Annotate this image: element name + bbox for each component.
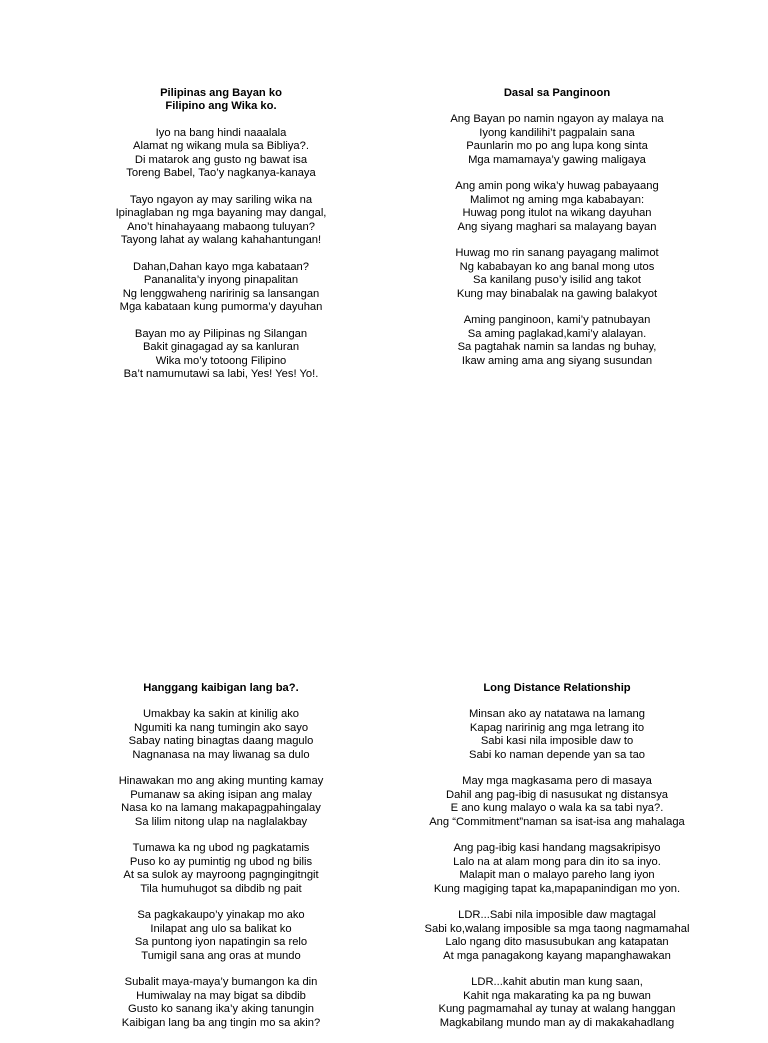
poem-line: Pumanaw sa aking isipan ang malay [130, 788, 312, 801]
poem-line: Aming panginoon, kami’y patnubayan [463, 314, 651, 327]
poem-line: Dahil ang pag-ibig di nasusukat ng distansya [445, 788, 669, 801]
poem-line: Iyo na bang hindi naaalala [155, 126, 287, 139]
poem-line: Di matarok ang gusto ng bawat isa [134, 153, 308, 166]
poem-line: Ipinaglaban ng mga bayaning may dangal, [115, 207, 327, 220]
poem-line: Bakit ginagagad ay sa kanluran [142, 341, 300, 354]
poem-line: Dahan,Dahan kayo mga kabataan? [132, 260, 310, 273]
poem-line: Kung magiging tapat ka,mapapanindigan mo yon. [433, 882, 681, 895]
poem-line: E ano kung malayo o wala ka sa tabi nya?. [450, 802, 664, 815]
poem-line: Sa lilim nitong ulap na naglalakbay [134, 815, 308, 828]
poem-line: Kapag naririnig ang mga letrang ito [469, 721, 645, 734]
poem-pilipinas-ang-bayan-ko [56, 87, 386, 395]
poem-line: Toreng Babel, Tao’y nagkanya-kanaya [126, 167, 316, 180]
poem-line: Ang “Commitment”naman sa isat-isa ang mahalaga [429, 815, 685, 828]
poem-line: Kung may binabalak na gawing balakyot [456, 287, 658, 300]
poem-line: Ang amin pong wika’y huwag pabayaang [455, 180, 659, 193]
poem-line: Kung pagmamahal ay tunay at walang hanggan [438, 1003, 676, 1016]
poem-line: Sa aming paglakad,kami’y alalayan. [467, 327, 647, 340]
poem-line: Mga mamamaya’y gawing maligaya [468, 153, 646, 166]
poem-line: At mga panagakong kayang mapanghawakan [443, 949, 671, 962]
poem-line: Tila humuhugot sa dibdib ng pait [140, 882, 302, 895]
poem-line: Sabi ko,walang imposible sa mga taong nagmamahal [424, 922, 690, 935]
poem-line: Huwag pong itulot na wikang dayuhan [462, 207, 652, 220]
poem-title-line: Long Distance Relationship [483, 682, 631, 694]
stanza [56, 127, 386, 181]
poem-title [56, 87, 386, 114]
poem-title-line: Dasal sa Panginoon [503, 87, 611, 99]
poem-line: Lalo na at alam mong para din ito sa inyo. [453, 855, 661, 868]
poem-line: Inilapat ang ulo sa balikat ko [150, 922, 292, 935]
poem-line: Humiwalay na may bigat sa dibdib [136, 989, 306, 1002]
poem-line: Malapit man o malayo pareho lang iyon [459, 869, 655, 882]
stanza [392, 909, 722, 963]
poem-long-distance-relationship [392, 682, 722, 1043]
poem-line: Ng lenggwaheng naririnig sa lansangan [122, 287, 320, 300]
poem-line: Subalit maya-maya’y bumangon ka din [124, 976, 318, 989]
poem-line: Puso ko ay pumintig ng ubod ng bilis [129, 855, 313, 868]
poem-line: Ngumiti ka nang tumingin ako sayo [133, 721, 309, 734]
stanza [56, 775, 386, 829]
poem-title-line: Hanggang kaibigan lang ba?. [143, 682, 299, 694]
poem-line: Tumawa ka ng ubod ng pagkatamis [132, 842, 310, 855]
poem-line: Tayo ngayon ay may sariling wika na [129, 193, 313, 206]
poem-dasal-sa-panginoon [392, 87, 722, 381]
poem-line: Ng kababayan ko ang banal mong utos [459, 260, 655, 273]
poem-line: Ang pag-ibig kasi handang magsakripisyo [453, 842, 661, 855]
poem-line: Sabi kasi nila imposible daw to [480, 735, 634, 748]
poem-line: Mga kabataan kung pumorma’y dayuhan [119, 301, 323, 314]
stanza [392, 113, 722, 167]
poem-line: Paunlarin mo po ang lupa kong sinta [466, 140, 648, 153]
poem-line: Bayan mo ay Pilipinas ng Silangan [134, 327, 308, 340]
stanza [56, 261, 386, 315]
poem-line: Sa pagtahak namin sa landas ng buhay, [457, 341, 657, 354]
stanza [392, 708, 722, 762]
stanza [392, 775, 722, 829]
poem-line: Wika mo’y totoong Filipino [155, 354, 287, 367]
stanza [392, 842, 722, 896]
poem-line: Ano’t hinahayaang mabaong tuluyan? [127, 220, 315, 233]
poem-line: Tayong lahat ay walang kahahantungan! [120, 234, 322, 247]
stanza [392, 976, 722, 1030]
poem-line: Ang Bayan po namin ngayon ay malaya na [450, 113, 664, 126]
poem-line: LDR...kahit abutin man kung saan, [471, 976, 643, 989]
poem-line: Sa kanilang puso’y isilid ang takot [473, 274, 641, 287]
poem-line: Sa puntong iyon napatingin sa relo [134, 936, 308, 949]
poem-line: Sa pagkakaupo’y yinakap mo ako [137, 909, 305, 922]
poem-line: Gusto ko sanang ika’y aking tanungin [128, 1003, 314, 1016]
poem-line: Umakbay ka sakin at kinilig ako [142, 708, 300, 721]
poem-line: May mga magkasama pero di masaya [462, 775, 652, 788]
poem-title [392, 87, 722, 100]
stanza [56, 194, 386, 248]
stanza [56, 708, 386, 762]
poem-title-line: Pilipinas ang Bayan ko [160, 87, 282, 99]
poem-line: Sabi ko naman depende yan sa tao [468, 748, 646, 761]
poem-title [56, 682, 386, 695]
poem-line: Tumigil sana ang oras at mundo [141, 949, 301, 962]
poem-line: Huwag mo rin sanang payagang malimot [455, 247, 659, 260]
poem-line: Minsan ako ay natatawa na lamang [468, 708, 645, 721]
poem-line: Ang siyang maghari sa malayang bayan [457, 220, 657, 233]
poem-line: Kaibigan lang ba ang tingin mo sa akin? [121, 1016, 321, 1029]
poem-line: Iyong kandilihi’t pagpalain sana [479, 126, 635, 139]
stanza [392, 180, 722, 234]
stanza [56, 976, 386, 1030]
stanza [56, 909, 386, 963]
poem-line: Hinawakan mo ang aking munting kamay [118, 775, 324, 788]
stanza [392, 314, 722, 368]
poem-line: Nagnanasa na may liwanag sa dulo [132, 748, 310, 761]
poem-line: Magkabilang mundo man ay di makakahadlang [439, 1016, 675, 1029]
stanza [56, 328, 386, 382]
poem-line: Ikaw aming ama ang siyang susundan [461, 354, 653, 367]
poem-line: Alamat ng wikang mula sa Bibliya?. [133, 140, 309, 153]
poem-line: Pananalita’y inyong pinapalitan [143, 274, 299, 287]
stanza [56, 842, 386, 896]
poem-line: Lalo ngang dito masusubukan ang katapatan [445, 936, 669, 949]
poem-line: Sabay nating binagtas daang magulo [128, 735, 314, 748]
poem-hanggang-kaibigan-lang-ba [56, 682, 386, 1043]
poem-line: Kahit nga makarating ka pa ng buwan [463, 989, 651, 1002]
poem-line: Malimot ng aming mga kababayan: [469, 193, 645, 206]
poem-title [392, 682, 722, 695]
poem-title-line: Filipino ang Wika ko. [165, 100, 277, 113]
poem-line: Nasa ko na lamang makapagpahingalay [121, 802, 321, 815]
poem-line: Ba’t namumutawi sa labi, Yes! Yes! Yo!. [123, 368, 319, 381]
poem-line: LDR...Sabi nila imposible daw magtagal [458, 909, 656, 922]
poem-line: At sa sulok ay mayroong pagngingitngit [123, 869, 319, 882]
stanza [392, 247, 722, 301]
